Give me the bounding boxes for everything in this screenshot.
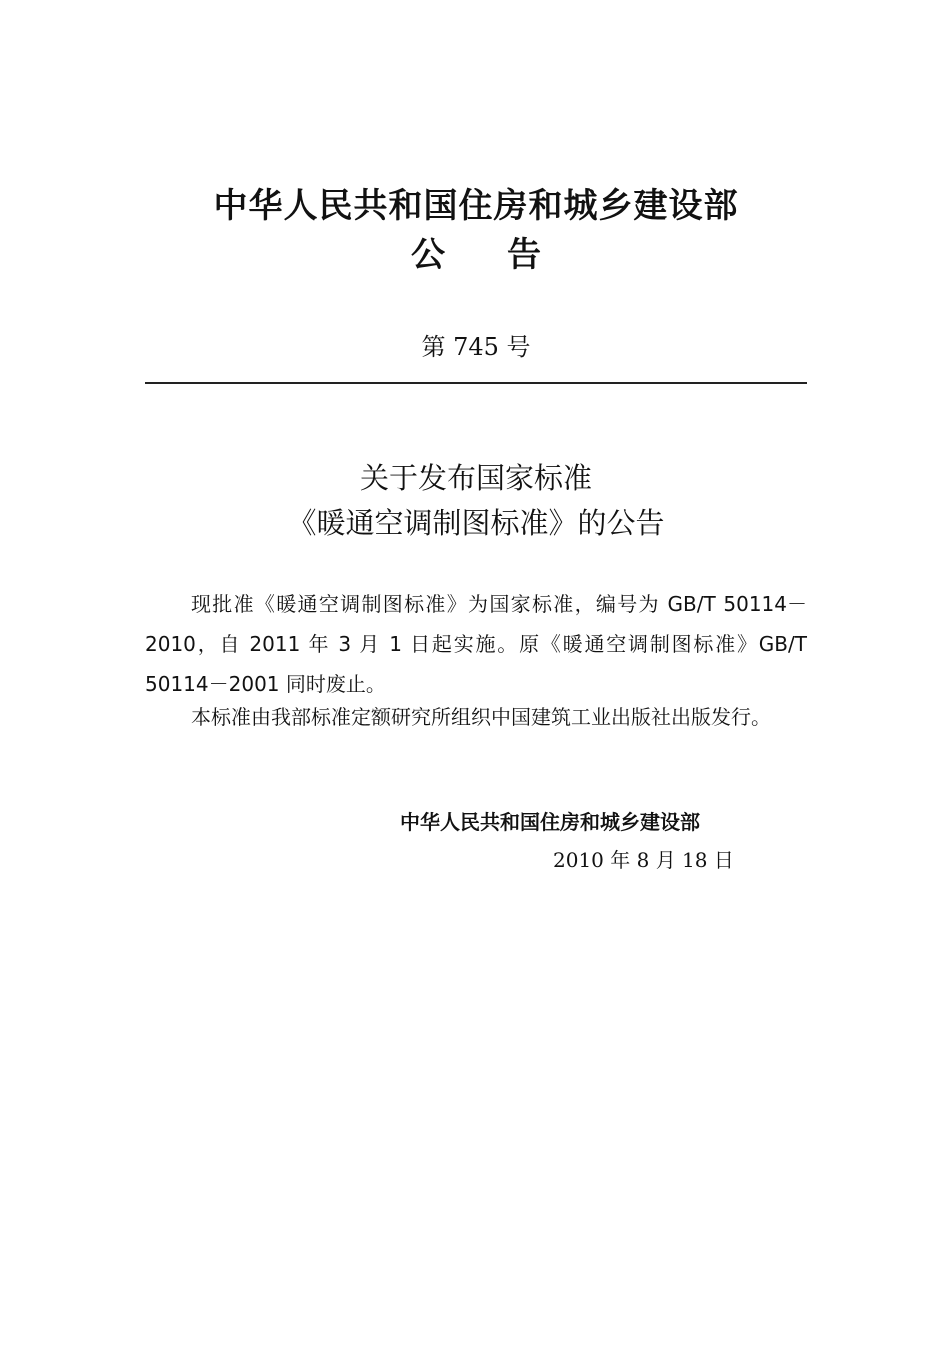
signature-date: 2010 年 8 月 18 日: [553, 848, 734, 872]
body-paragraph-1: 现批准《暖通空调制图标准》为国家标准，编号为 GB/T 50114－2010，自 2011 年 3 月 1 日起实施。原《暖通空调制图标准》GB/T 50114－2001 同时废止。: [145, 592, 807, 696]
subject-line-1: 关于发布国家标准: [359, 461, 592, 495]
header-divider: [145, 382, 807, 384]
ministry-title: 中华人民共和国住房和城乡建设部: [213, 186, 739, 226]
signature-issuer: 中华人民共和国住房和城乡建设部: [400, 810, 700, 834]
body-paragraph-2: 本标准由我部标准定额研究所组织中国建筑工业出版社出版发行。: [191, 705, 771, 729]
announcement-label: 公告: [411, 235, 603, 275]
announcement-number: 第 745 号: [421, 333, 531, 361]
subject-line-2: 《暖通空调制图标准》的公告: [287, 506, 665, 540]
